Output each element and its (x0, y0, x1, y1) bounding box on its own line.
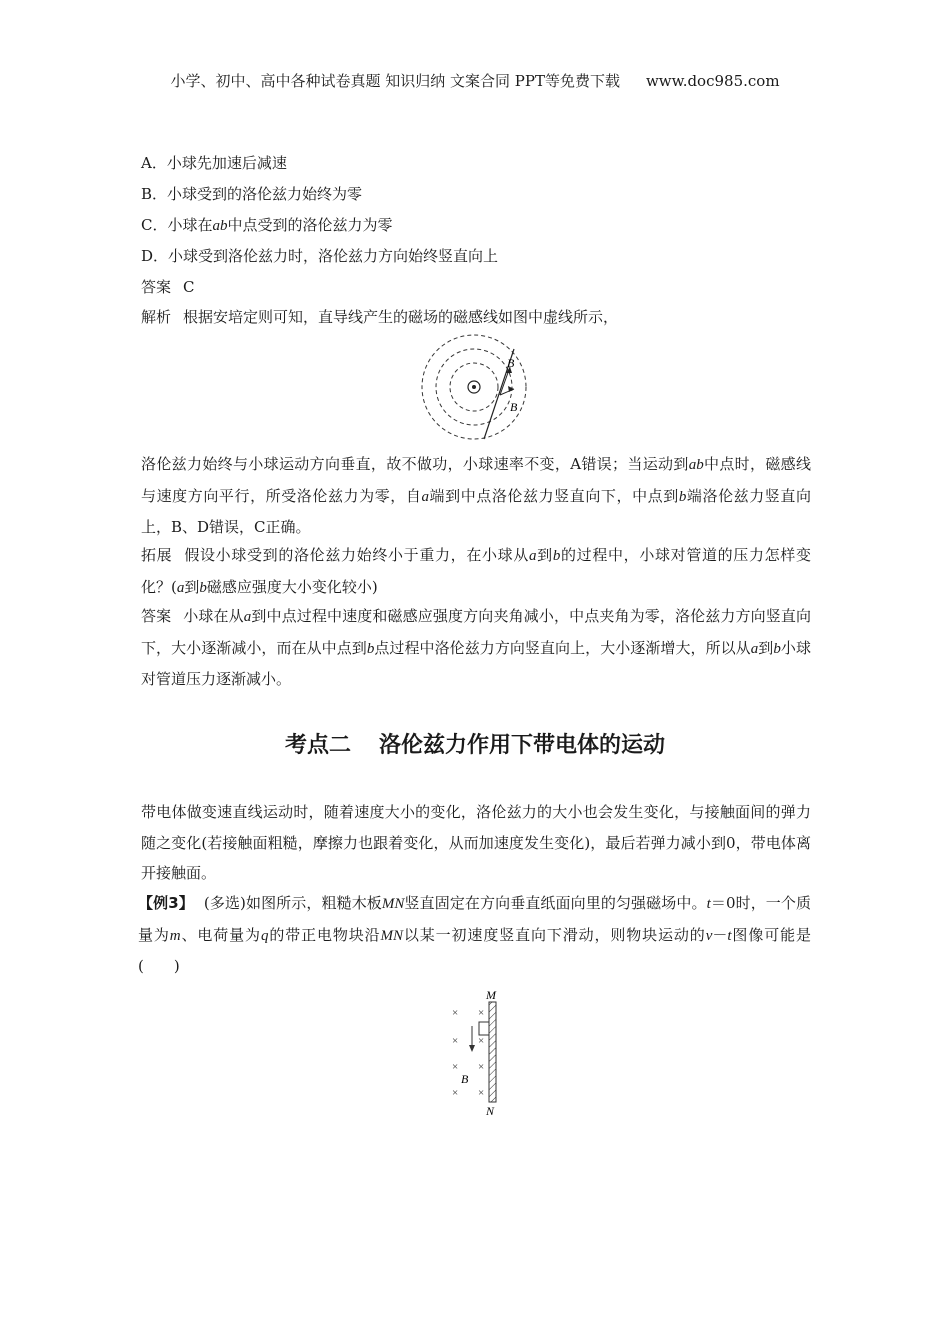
option-c: C．小球在ab中点受到的洛伦兹力为零 (141, 216, 393, 234)
option-b: B．小球受到的洛伦兹力始终为零 (141, 185, 363, 203)
board-figure (444, 986, 514, 1120)
option-a: A．小球先加速后减速 (141, 154, 287, 172)
cross-mark: × (452, 1087, 459, 1099)
cross-mark: × (452, 1035, 459, 1047)
page-header (0, 70, 950, 91)
analysis: 解析 根据安培定则可知，直导线产生的磁场的磁感线如图中虚线所示， (141, 308, 619, 326)
cross-mark: × (478, 1007, 485, 1019)
cross-mark: × (478, 1087, 485, 1099)
answer-1: 答案 C (141, 278, 195, 296)
fig2-label-n: N (486, 1104, 495, 1118)
cross-mark: × (452, 1007, 459, 1019)
section-heading: 考点二 洛伦兹力作用下带电体的运动 (284, 733, 666, 758)
extension-question: 拓展 假设小球受到的洛伦兹力始终小于重力，在小球从a到b的过程中，小球对管道的压力怎样变化？(a到b磁感应强度大小变化较小) (141, 546, 811, 596)
answer-2: 答案 小球在从a到中点过程中速度和磁感应强度方向夹角减小，中点夹角为零，洛伦兹力方向竖直向下，大小逐渐减小，而在从中点到b点过程中洛伦兹力方向竖直向上，大小逐渐增大，所以从a到b小球对管道压力逐渐减小。 (141, 607, 811, 688)
option-d: D．小球受到洛伦兹力时，洛伦兹力方向始终竖直向上 (141, 247, 499, 265)
cross-mark: × (478, 1035, 485, 1047)
cross-mark: × (478, 1061, 485, 1073)
header-text: 小学、初中、高中各种试卷真题 知识归纳 文案合同 PPT等免费下载 (170, 72, 620, 90)
field-lines-figure (418, 333, 538, 445)
fig2-label-b: B (461, 1072, 469, 1086)
example-3: 【例3】 (多选)如图所示，粗糙木板MN竖直固定在方向垂直纸面向里的匀强磁场中。t＝0时，一个质量为m、电荷量为q的带正电物块沿MN以某一初速度竖直向下滑动，则物块运动的v－t图像可能是( ) (138, 894, 811, 975)
cross-mark: × (452, 1061, 459, 1073)
fig1-label-b2: B (510, 400, 518, 414)
header-site: www.doc985.com (645, 72, 780, 90)
fig1-label-b1: B (507, 356, 515, 370)
fig2-label-m: M (486, 988, 496, 1002)
explanation-paragraph: 洛伦兹力始终与小球运动方向垂直，故不做功，小球速率不变，A错误；当运动到ab中点时，磁感线与速度方向平行，所受洛伦兹力为零，自a端到中点洛伦兹力竖直向下，中点到b端洛伦兹力竖直向上，B、D错误，C正确。 (141, 455, 811, 536)
intro-paragraph: 带电体做变速直线运动时，随着速度大小的变化，洛伦兹力的大小也会发生变化，与接触面间的弹力随之变化(若接触面粗糙，摩擦力也跟着变化，从而加速度发生变化)，最后若弹力减小到0，带电体离开接触面。 (141, 803, 811, 882)
